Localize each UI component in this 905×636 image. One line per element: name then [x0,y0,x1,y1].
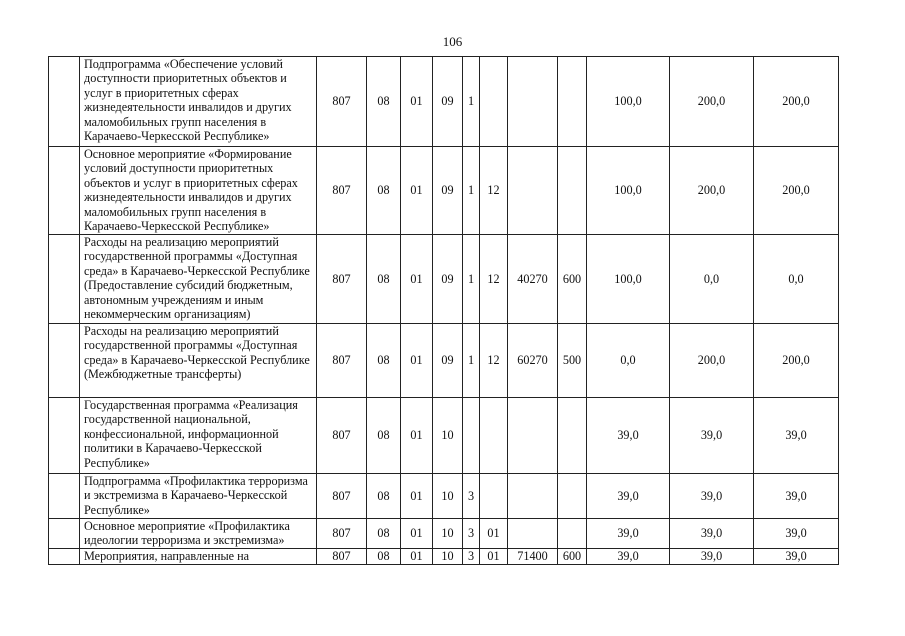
direction-code: 60270 [508,324,558,398]
amount-year-1: 39,0 [587,398,670,474]
subprogram-code: 1 [463,324,480,398]
amount-year-3: 200,0 [754,147,839,235]
amount-year-2: 39,0 [670,519,754,549]
subsection-code: 01 [401,549,433,565]
row-spacer-cell [49,549,80,565]
direction-code [508,398,558,474]
program-code: 10 [433,474,463,519]
program-code: 09 [433,324,463,398]
program-code: 10 [433,549,463,565]
ministry-code: 807 [317,324,367,398]
table-row [49,474,839,519]
subsection-code: 01 [401,474,433,519]
row-spacer-cell [49,324,80,398]
amount-year-1: 100,0 [587,235,670,324]
expense-type-code [558,474,587,519]
program-code: 09 [433,235,463,324]
row-spacer-cell [49,147,80,235]
expense-type-code: 500 [558,324,587,398]
amount-year-3: 200,0 [754,324,839,398]
row-description: Подпрограмма «Обеспечение условий доступности приоритетных объектов и услуг в приоритетных сферах жизнедеятельности инвалидов и других маломобильных групп населения в Карачаево-Черкесской Республике» [80,57,317,147]
ministry-code: 807 [317,398,367,474]
program-code: 10 [433,519,463,549]
amount-year-1: 39,0 [587,519,670,549]
ministry-code: 807 [317,57,367,147]
amount-year-3: 0,0 [754,235,839,324]
row-spacer-cell [49,57,80,147]
section-code: 08 [367,398,401,474]
row-description: Подпрограмма «Профилактика терроризма и экстремизма в Карачаево-Черкесской Республике» [80,474,317,519]
section-code: 08 [367,474,401,519]
table-row [49,235,839,324]
subprogram-code: 1 [463,57,480,147]
amount-year-1: 100,0 [587,57,670,147]
amount-year-2: 39,0 [670,398,754,474]
table-row [49,324,839,398]
ministry-code: 807 [317,235,367,324]
event-code: 12 [480,324,508,398]
direction-code [508,519,558,549]
row-spacer-cell [49,474,80,519]
expense-type-code [558,57,587,147]
subprogram-code: 1 [463,235,480,324]
row-spacer-cell [49,519,80,549]
event-code [480,474,508,519]
section-code: 08 [367,235,401,324]
row-description: Основное мероприятие «Профилактика идеологии терроризма и экстремизма» [80,519,317,549]
budget-table [48,56,839,565]
row-description: Мероприятия, направленные на [80,549,317,565]
amount-year-2: 39,0 [670,474,754,519]
ministry-code: 807 [317,147,367,235]
expense-type-code: 600 [558,549,587,565]
program-code: 09 [433,57,463,147]
amount-year-2: 200,0 [670,324,754,398]
direction-code [508,57,558,147]
subprogram-code [463,398,480,474]
table-row [49,57,839,147]
amount-year-3: 39,0 [754,549,839,565]
program-code: 10 [433,398,463,474]
table-row [49,549,839,565]
subsection-code: 01 [401,147,433,235]
ministry-code: 807 [317,474,367,519]
section-code: 08 [367,324,401,398]
subsection-code: 01 [401,324,433,398]
section-code: 08 [367,519,401,549]
ministry-code: 807 [317,519,367,549]
amount-year-1: 39,0 [587,474,670,519]
amount-year-3: 39,0 [754,398,839,474]
row-spacer-cell [49,398,80,474]
row-description: Расходы на реализацию мероприятий государственной программы «Доступная среда» в Карачаево-Черкесской Республике (Предоставление субсидий бюджетным, автономным учреждениям и иным некоммерческим организациям) [80,235,317,324]
row-description: Расходы на реализацию мероприятий государственной программы «Доступная среда» в Карачаево-Черкесской Республике (Межбюджетные трансферты) [80,324,317,398]
expense-type-code [558,519,587,549]
table-row [49,398,839,474]
table-row [49,519,839,549]
event-code [480,57,508,147]
amount-year-1: 0,0 [587,324,670,398]
table-row [49,147,839,235]
event-code: 01 [480,519,508,549]
amount-year-1: 39,0 [587,549,670,565]
event-code [480,398,508,474]
subsection-code: 01 [401,235,433,324]
subprogram-code: 3 [463,549,480,565]
direction-code: 71400 [508,549,558,565]
row-spacer-cell [49,235,80,324]
event-code: 12 [480,147,508,235]
amount-year-1: 100,0 [587,147,670,235]
row-description: Основное мероприятие «Формирование условий доступности приоритетных объектов и услуг в приоритетных сферах жизнедеятельности инвалидов и других маломобильных групп населения в Карачаево-Черкесской Республике» [80,147,317,235]
event-code: 12 [480,235,508,324]
subsection-code: 01 [401,398,433,474]
section-code: 08 [367,57,401,147]
amount-year-2: 39,0 [670,549,754,565]
amount-year-3: 39,0 [754,474,839,519]
subprogram-code: 1 [463,147,480,235]
expense-type-code: 600 [558,235,587,324]
subprogram-code: 3 [463,519,480,549]
event-code: 01 [480,549,508,565]
amount-year-2: 200,0 [670,147,754,235]
page-number: 106 [442,34,463,49]
subprogram-code: 3 [463,474,480,519]
expense-type-code [558,147,587,235]
expense-type-code [558,398,587,474]
amount-year-2: 0,0 [670,235,754,324]
direction-code [508,147,558,235]
subsection-code: 01 [401,519,433,549]
section-code: 08 [367,147,401,235]
row-description: Государственная программа «Реализация государственной национальной, конфессиональной, информационной политики в Карачаево-Черкесской Республике» [80,398,317,474]
amount-year-3: 200,0 [754,57,839,147]
direction-code: 40270 [508,235,558,324]
amount-year-2: 200,0 [670,57,754,147]
subsection-code: 01 [401,57,433,147]
direction-code [508,474,558,519]
section-code: 08 [367,549,401,565]
ministry-code: 807 [317,549,367,565]
amount-year-3: 39,0 [754,519,839,549]
program-code: 09 [433,147,463,235]
